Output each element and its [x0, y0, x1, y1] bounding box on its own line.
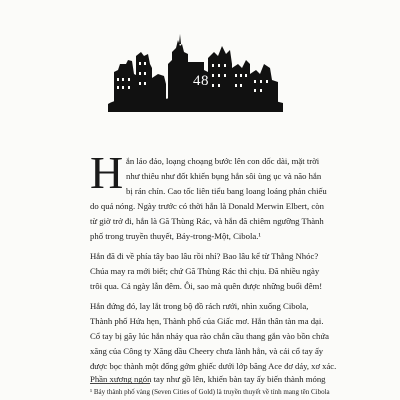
text-line: phố trong truyền thuyết, Bảy-trong-Một, Cibola.¹	[90, 231, 262, 241]
text-line: bị rán chín. Cao tốc liên tiểu bang loang loáng phản chiếu	[126, 186, 327, 196]
text-line: trôi qua. Cả ngày lẫn đêm. Ôi, sao mà quên được những buổi đêm!	[90, 281, 323, 291]
text-line: Phần xương ngón tay như gồ lên, khiến bàn tay ấy biến thành móng	[90, 374, 326, 384]
text-line: từ giờ trở đi, hắn là Gã Thùng Rác, và hắn đã chiêm ngưỡng Thành	[90, 216, 324, 226]
text-line: Thành phố Hứa hẹn, Thành phố của Giấc mơ. Hắn thân tàn ma dại.	[90, 316, 324, 326]
text-line: được bọc thành một đống gớm ghiếc dưới lớp băng Ace đơ dáy, xơ xác.	[90, 361, 337, 371]
text-line: Cổ tay bị gãy lúc hắn nhảy qua rào chắn cầu thang gắn vào bồn chứa	[90, 331, 329, 341]
text-line: ắn lảo đảo, loạng choạng bước lên con dốc dài, mặt trời	[126, 156, 320, 166]
drop-cap: H	[90, 147, 124, 198]
footnote: ¹ Bảy thành phố vàng (Seven Cities of Gold) là truyền thuyết về tỉnh mang tên Cibola	[90, 388, 330, 396]
text-line: xăng của Công ty Xăng dầu Cheery chưa lành hẳn, và cái cổ tay ấy	[90, 346, 324, 356]
text-line: Hắn đứng đó, lay lắt trong bộ đồ rách rưới, nhìn xuống Cibola,	[90, 301, 309, 311]
footnote-divider	[90, 383, 150, 384]
text-line: do quá nóng. Ngày trước có thời hắn là Donald Merwin Elbert, còn	[90, 201, 324, 211]
chapter-number: 48	[193, 73, 209, 89]
text-line: như thiêu như đốt khiến bụng hắn sôi ùng ục và não hắn	[126, 171, 322, 181]
text-line: Chúa may ra mới biết; chứ Gã Thùng Rác thì chịu. Đã nhiều ngày	[90, 266, 320, 276]
text-line: Hắn đã đi về phía tây bao lâu rồi nhỉ? Bao lâu kể từ Thằng Nhóc?	[90, 251, 319, 261]
